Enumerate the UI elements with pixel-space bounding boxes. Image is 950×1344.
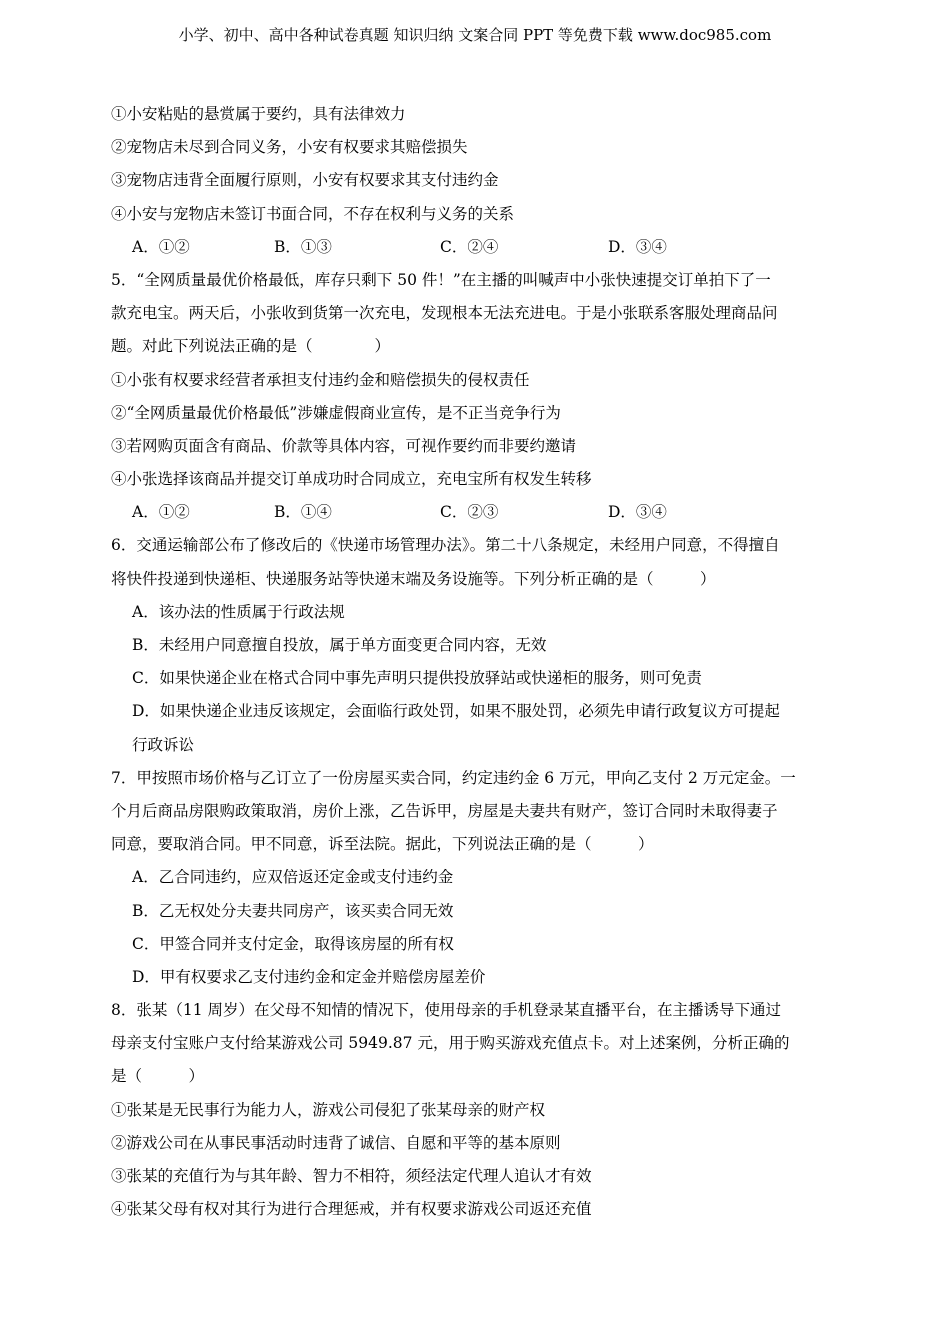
question-4 [111,98,841,264]
question-5 [111,264,841,530]
question-text: 同意，要取消合同。甲不同意，诉至法院。据此，下列说法正确的是（ ） [111,835,654,854]
question-text: 6．交通运输部公布了修改后的《快递市场管理办法》。第二十八条规定，未经用户同意，不得擅自 [111,536,780,555]
question-text: 将快件投递到快递柜、快递服务站等快递末端及务设施等。下列分析正确的是（ ） [111,569,716,588]
option-c: C．②④ [440,237,499,256]
option-d: D．③④ [608,237,667,256]
option-b: B．①③ [274,237,332,256]
statement-item: ③若网购页面含有商品、价款等具体内容，可视作要约而非要约邀请 [111,436,577,455]
question-6 [111,529,841,761]
option-c: C．如果快递企业在格式合同中事先声明只提供投放驿站或快递柜的服务，则可免责 [132,669,702,688]
statement-item: ④小张选择该商品并提交订单成功时合同成立，充电宝所有权发生转移 [111,470,592,489]
question-text: 母亲支付宝账户支付给某游戏公司 5949.87 元，用于购买游戏充值点卡。对上述案例，分析正确的 [111,1034,790,1053]
statement-item: ①小张有权要求经营者承担支付违约金和赔偿损失的侵权责任 [111,370,530,389]
answer-options [111,496,841,529]
statement-item: ②宠物店未尽到合同义务，小安有权要求其赔偿损失 [111,138,468,157]
answer-options [111,231,841,264]
statement-item: ③宠物店违背全面履行原则，小安有权要求其支付违约金 [111,171,499,190]
question-text: 题。对此下列说法正确的是（ ） [111,337,391,356]
exam-content [111,98,841,1226]
option-d-continuation: 行政诉讼 [132,735,195,754]
statement-item: ③张某的充值行为与其年龄、智力不相符，须经法定代理人追认才有效 [111,1167,592,1185]
option-b: B．乙无权处分夫妻共同房产，该买卖合同无效 [132,901,454,920]
option-c: C．②③ [440,503,499,522]
statement-item: ②游戏公司在从事民事活动时违背了诚信、自愿和平等的基本原则 [111,1133,561,1152]
option-c: C．甲签合同并支付定金，取得该房屋的所有权 [132,934,454,953]
question-8 [111,994,841,1226]
option-d: D．如果快递企业违反该规定，会面临行政处罚，如果不服处罚，必须先申请行政复议方可提起 [132,702,780,721]
question-text: 8．张某（11 周岁）在父母不知情的情况下，使用母亲的手机登录某直播平台，在主播诱导下通过 [111,1001,782,1020]
question-text: 是（ ） [111,1067,205,1086]
page-header: 小学、初中、高中各种试卷真题 知识归纳 文案合同 PPT 等免费下载 www.doc985.com [178,26,772,44]
statement-item: ①小安粘贴的悬赏属于要约，具有法律效力 [111,105,406,123]
option-a: A．该办法的性质属于行政法规 [132,602,345,621]
option-d: D．③④ [608,503,667,522]
statement-item: ④小安与宠物店未签订书面合同，不存在权利与义务的关系 [111,204,515,223]
option-d: D．甲有权要求乙支付违约金和定金并赔偿房屋差价 [132,967,486,986]
option-b: B．①④ [274,503,332,522]
option-a: A．乙合同违约，应双倍返还定金或支付违约金 [132,868,454,887]
question-text: 款充电宝。两天后，小张收到货第一次充电，发现根本无法充进电。于是小张联系客服处理商品问 [111,304,778,323]
statement-item: ①张某是无民事行为能力人，游戏公司侵犯了张某母亲的财产权 [111,1100,546,1119]
question-text: 7．甲按照市场价格与乙订立了一份房屋买卖合同，约定违约金 6 万元，甲向乙支付 2 万元定金。一 [111,768,796,787]
question-text: 5．“全网质量最优价格最低，库存只剩下 50 件！”在主播的叫喊声中小张快速提交订单拍下了一 [111,270,771,289]
option-a: A．①② [132,503,190,522]
question-text: 个月后商品房限购政策取消，房价上涨，乙告诉甲，房屋是夫妻共有财产，签订合同时未取得妻子 [111,801,778,820]
option-a: A．①② [132,237,190,256]
option-b: B．未经用户同意擅自投放，属于单方面变更合同内容，无效 [132,636,547,654]
statement-item: ④张某父母有权对其行为进行合理惩戒，并有权要求游戏公司返还充值 [111,1200,592,1219]
question-7 [111,762,841,994]
statement-item: ②“全网质量最优价格最低”涉嫌虚假商业宣传，是不正当竞争行为 [111,403,561,422]
